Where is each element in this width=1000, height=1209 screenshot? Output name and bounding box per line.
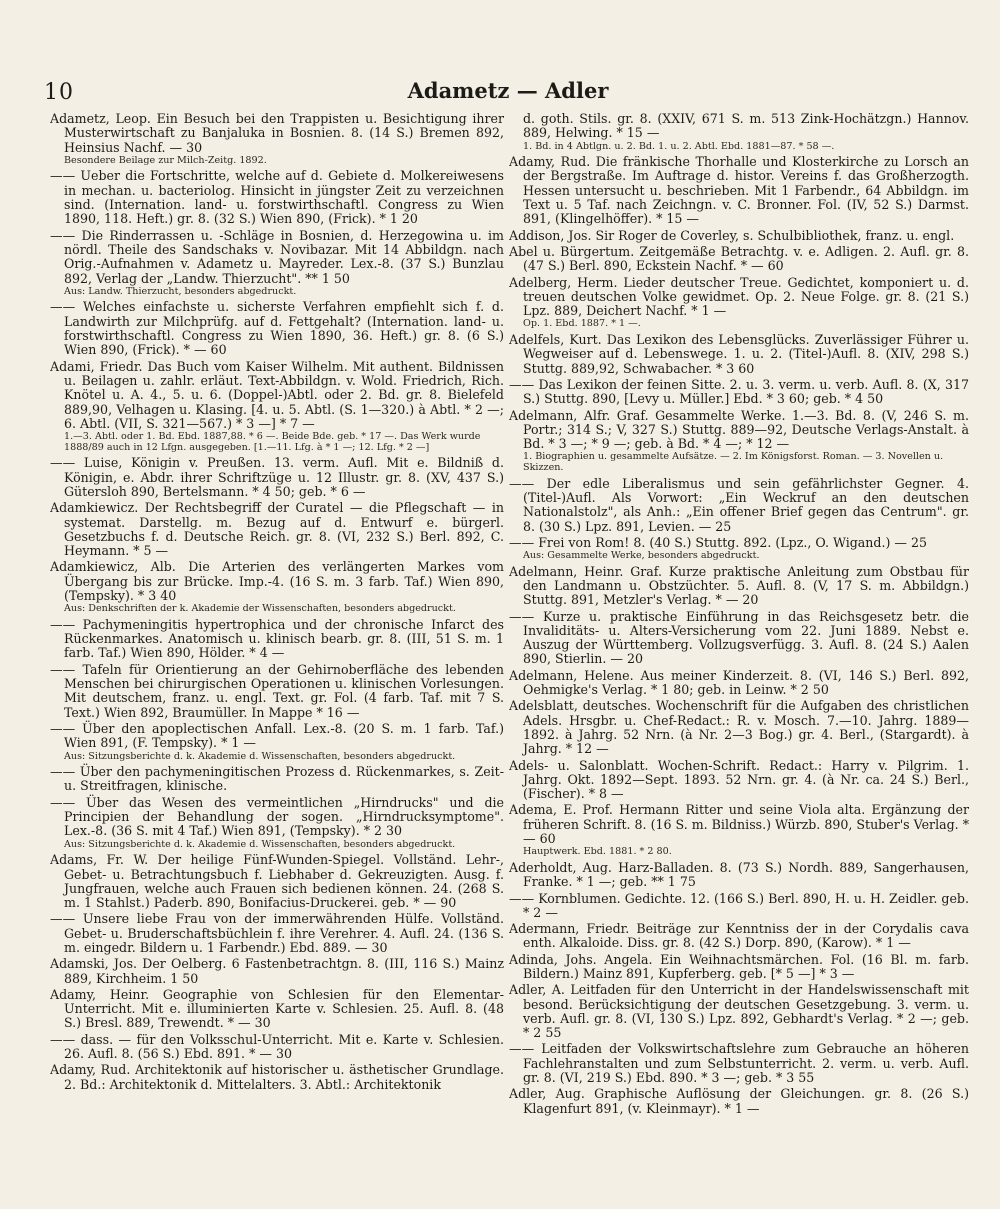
bibliography-entry: Adema, E. Prof. Hermann Ritter und seine Viola alta. Ergänzung der früheren Schrift. 8. (16 S. m. Bildniss.) Würzb. 890, Stuber's Verlag. * — 60: [509, 802, 969, 847]
bibliography-entry: d. goth. Stils. gr. 8. (XXIV, 671 S. m. 513 Zink-Hochätzgn.) Hannov. 889, Helwing. * 15 —: [523, 112, 969, 141]
bibliography-entry: —— Luise, Königin v. Preußen. 13. verm. Aufl. Mit e. Bildniß d. Königin, e. Abdr. ihrer Schriftzüge u. 12 Illustr. gr. 8. (XV, 437 S.) Gütersloh 890, Bertelsmann. * 4 50; geb. * 6 —: [50, 455, 504, 499]
bibliography-entry: Adelmann, Helene. Aus meiner Kinderzeit. 8. (VI, 146 S.) Berl. 892, Oehmigke's Verlag. * 1 80; geb. in Leinw. * 2 50: [509, 667, 969, 698]
bibliography-entry: —— Pachymeningitis hypertrophica und der chronische Infarct des Rückenmarkes. Anatomisch u. klinisch bearb. gr. 8. (III, 51 S. m. 1 farb. Taf.) Wien 890, Hölder. * 4 —: [50, 616, 504, 661]
bibliography-entry: —— Der edle Liberalismus und sein gefährlichster Gegner. 4. (Titel-)Aufl. Als Vorwort: „Ein Weckruf an den deutschen Nationalstolz", als Anh.: „Ein offener Brief gegen das Centrum". gr. 8. (30 S.) Lpz. 891, Levien. — 25: [509, 475, 969, 534]
bibliography-entry: Adelberg, Herm. Lieder deutscher Treue. Gedichtet, komponiert u. d. treuen deutschen Volke gewidmet. Op. 2. Neue Folge. gr. 8. (21 S.) Lpz. 889, Deichert Nachf. * 1 —: [509, 274, 969, 319]
entry-note: Aus: Gesammelte Werke, besonders abgedruckt.: [523, 550, 760, 562]
bibliography-entry: Adermann, Friedr. Beiträge zur Kenntniss der in der Corydalis cava enth. Alkaloide. Diss. gr. 8. (42 S.) Dorp. 890, (Karow). * 1 —: [509, 921, 969, 951]
bibliography-entry: Adelmann, Heinr. Graf. Kurze praktische Anleitung zum Obstbau für den Landmann u. Obstzüchter. 5. Aufl. 8. (V, 17 S. m. Abbildgn.) Stuttg. 891, Metzler's Verlag. * — 20: [509, 563, 969, 608]
bibliography-entry: —— Tafeln für Orientierung an der Gehirnoberfläche des lebenden Menschen bei chirurgischen Operationen u. klinischen Vorlesungen. Mit deutschem, franz. u. engl. Text. gr. Fol. (4 farb. Taf. mit 7 S. Text.) Wien 892, Braumüller. In Mappe * 16 —: [50, 661, 504, 720]
bibliography-entry: Adinda, Johs. Angela. Ein Weihnachtsmärchen. Fol. (16 Bl. m. farb. Bildern.) Mainz 891, Kupferberg. geb. [* 5 —] * 3 —: [509, 951, 969, 981]
bibliography-entry: Adamy, Rud. Die fränkische Thorhalle und Klosterkirche zu Lorsch an der Bergstraße. Im Auftrage d. histor. Vereins f. das Großherzogth. Hessen untersucht u. beschrieben. Mit 1 Farbendr., 64 Abbildgn. im Text u. 5 Taf. nach Zeichngn. v. C. Bronner. Fol. (IV, 52 S.) Darmst. 891, (Klingelhöffer). * 15 —: [509, 154, 969, 227]
bibliography-entry: —— Das Lexikon der feinen Sitte. 2. u. 3. verm. u. verb. Aufl. 8. (X, 317 S.) Stuttg. 890, [Levy u. Müller.] Ebd. * 3 60; geb. * 4 50: [509, 376, 969, 407]
entry-note: 1. Bd. in 4 Abtlgn. u. 2. Bd. 1. u. 2. Abtl. Ebd. 1881—87. * 58 —.: [523, 140, 835, 152]
bibliography-entry: —— Ueber die Fortschritte, welche auf d. Gebiete d. Molkereiwesens in mechan. u. bacteriolog. Hinsicht in jüngster Zeit zu verzeichnen sind. (Internation. land- u. forstwirthschaftl. Congress zu Wien 1890, 118. Heft.) gr. 8. (32 S.) Wien 890, (Frick). * 1 20: [50, 168, 504, 227]
bibliography-entry: Adamy, Heinr. Geographie von Schlesien für den Elementar-Unterricht. Mit e. illuminierten Karte v. Schlesien. 25. Aufl. 8. (48 S.) Bresl. 889, Trewendt. * — 30: [50, 986, 504, 1031]
bibliography-entry: Adams, Fr. W. Der heilige Fünf-Wunden-Spiegel. Vollständ. Lehr-, Gebet- u. Betrachtungsbuch f. Liebhaber d. Gekreuzigten. Ausg. f. Jungfrauen, welche auch Frauen sich bedienen können. 24. (268 S. m. 1 Stahlst.) Paderb. 890, Bonifacius-Druckerei. geb. * — 90: [50, 852, 504, 911]
bibliography-entry: Adler, A. Leitfaden für den Unterricht in der Handelswissenschaft mit besond. Berücksichtigung der deutschen Gesetzgebung. 3. verm. u. verb. Aufl. gr. 8. (VI, 130 S.) Lpz. 892, Gebhardt's Verlag. * 2 —; geb. * 2 55: [509, 982, 969, 1041]
bibliography-entry: —— Frei von Rom! 8. (40 S.) Stuttg. 892. (Lpz., O. Wigand.) — 25: [509, 534, 928, 550]
bibliography-entry: Adelmann, Alfr. Graf. Gesammelte Werke. 1.—3. Bd. 8. (V, 246 S. m. Portr.; 314 S.; V, 327 S.) Stuttg. 889—92, Deutsche Verlags-Anstalt. à Bd. * 3 —; * 9 —; geb. à Bd. * 4 —; * 12 —: [509, 407, 969, 452]
left-column: [50, 112, 504, 1177]
bibliography-entry: —— Über den pachymeningitischen Prozess d. Rückenmarkes, s. Zeit- u. Streitfragen, klinische.: [50, 764, 504, 794]
bibliography-entry: Adami, Friedr. Das Buch vom Kaiser Wilhelm. Mit authent. Bildnissen u. Beilagen u. zahlr. erläut. Text-Abbildgn. v. Wold. Friedrich, Rich. Knötel u. A. 4., 5. u. 6. (Doppel-)Abtl. oder 2. Bd. gr. 8. Bielefeld 889,90, Velhagen u. Klasing. [4. u. 5. Abtl. (S. 1—320.) à Abtl. * 2 —; 6. Abtl. (VII, S. 321—567.) * 3 —] * 7 —: [50, 358, 504, 431]
bibliography-entry: —— Über den apoplectischen Anfall. Lex.-8. (20 S. m. 1 farb. Taf.) Wien 891, (F. Tempsky). * 1 —: [50, 720, 504, 751]
entry-note: 1. Biographien u. gesammelte Aufsätze. — 2. Im Königsforst. Roman. — 3. Novellen u. Skizzen.: [523, 451, 944, 474]
bibliography-entry: —— Welches einfachste u. sicherste Verfahren empfiehlt sich f. d. Landwirth zur Milchprüfg. auf d. Fettgehalt? (Internation. land- u. forstwirthschaftl. Congress zu Wien 1890, 36. Heft.) gr. 8. (6 S.) Wien 890, (Frick). * — 60: [50, 299, 504, 358]
bibliography-entry: Adamski, Jos. Der Oelberg. 6 Fastenbetrachtgn. 8. (III, 116 S.) Mainz 889, Kirchheim. 1 50: [50, 956, 504, 986]
bibliography-entry: —— Kornblumen. Gedichte. 12. (166 S.) Berl. 890, H. u. H. Zeidler. geb. * 2 —: [509, 890, 969, 920]
bibliography-entry: Adler, Aug. Graphische Auflösung der Gleichungen. gr. 8. (26 S.) Klagenfurt 891, (v. Kleinmayr). * 1 —: [509, 1086, 969, 1116]
entry-note: 1.—3. Abtl. oder 1. Bd. Ebd. 1887,88. * 6 —. Beide Bde. geb. * 17 —. Das Werk wurde 1888/89 auch in 12 Lfgn. ausgegeben. [1.—11. Lfg. à * 1 —; 12. Lfg. * 2 —]: [64, 431, 481, 453]
bibliography-entry: —— Leitfaden der Volkswirtschaftslehre zum Gebrauche an höheren Fachlehranstalten und zum Selbstunterricht. 2. verm. u. verb. Aufl. gr. 8. (VI, 219 S.) Ebd. 890. * 3 —; geb. * 3 55: [509, 1041, 969, 1086]
bibliography-entry: Adamkiewicz. Der Rechtsbegriff der Curatel — die Pflegschaft — in systemat. Darstellg. m. Bezug auf d. Entwurf e. bürgerl. Gesetzbuchs f. d. Deutsche Reich. gr. 8. (VI, 232 S.) Berl. 892, C. Heymann. * 5 —: [50, 500, 504, 559]
bibliography-entry: Adamy, Rud. Architektonik auf historischer u. ästhetischer Grundlage. 2. Bd.: Architektonik d. Mittelalters. 3. Abtl.: Architektonik: [50, 1062, 504, 1092]
bibliography-entry: Adamkiewicz, Alb. Die Arterien des verlängerten Markes vom Übergang bis zur Brücke. Imp.-4. (16 S. m. 3 farb. Taf.) Wien 890, (Tempsky). * 3 40: [50, 559, 504, 603]
page-header: [44, 76, 972, 110]
entry-note: Aus: Landw. Thierzucht, besonders abgedruckt.: [64, 285, 297, 297]
bibliography-entry: —— dass. — für den Volksschul-Unterricht. Mit e. Karte v. Schlesien. 26. Aufl. 8. (56 S.) Ebd. 891. * — 30: [50, 1031, 504, 1062]
bibliography-entry: Addison, Jos. Sir Roger de Coverley, s. Schulbibliothek, franz. u. engl.: [509, 227, 955, 243]
right-column: [509, 112, 969, 1177]
bibliography-entry: Abel u. Bürgertum. Zeitgemäße Betrachtg. v. e. Adligen. 2. Aufl. gr. 8. (47 S.) Berl. 890, Eckstein Nachf. * — 60: [509, 243, 969, 274]
entry-note: Aus: Sitzungsberichte d. k. Akademie d. Wissenschaften, besonders abgedruckt.: [64, 750, 456, 762]
entry-note: Besondere Beilage zur Milch-Zeitg. 1892.: [64, 154, 267, 166]
bibliography-entry: Adels- u. Salonblatt. Wochen-Schrift. Redact.: Harry v. Pilgrim. 1. Jahrg. Okt. 1892—Sept. 1893. 52 Nrn. gr. 4. (à Nr. ca. 24 S.) Berl., (Fischer). * 8 —: [509, 757, 969, 802]
running-head: Adametz — Adler: [407, 78, 609, 103]
bibliography-entry: —— Die Rinderrassen u. -Schläge in Bosnien, d. Herzegowina u. im nördl. Theile des Sandschaks v. Novibazar. Mit 14 Abbildgn. nach Orig.-Aufnahmen v. Adametz u. Mayreder. Lex.-8. (37 S.) Bunzlau 892, Verlag der „Landw. Thierzucht". ** 1 50: [50, 227, 504, 286]
bibliography-entry: Adametz, Leop. Ein Besuch bei den Trappisten u. Besichtigung ihrer Musterwirtschaft zu Banjaluka in Bosnien. 8. (14 S.) Bremen 892, Heinsius Nachf. — 30: [50, 112, 504, 155]
page-number: 10: [44, 80, 74, 105]
bibliography-entry: Aderholdt, Aug. Harz-Balladen. 8. (73 S.) Nordh. 889, Sangerhausen, Franke. * 1 —; geb. ** 1 75: [509, 859, 969, 890]
entry-note: Aus: Denkschriften der k. Akademie der Wissenschaften, besonders abgedruckt.: [64, 603, 456, 615]
bibliography-entry: —— Unsere liebe Frau von der immerwährenden Hülfe. Vollständ. Gebet- u. Bruderschaftsbüchlein f. ihre Verehrer. 4. Aufl. 24. (136 S. m. eingedr. Bildern u. 1 Farbendr.) Ebd. 889. — 30: [50, 911, 504, 955]
bibliography-entry: Adelfels, Kurt. Das Lexikon des Lebensglücks. Zuverlässiger Führer u. Wegweiser auf d. Lebenswege. 1. u. 2. (Titel-)Aufl. 8. (XIV, 298 S.) Stuttg. 889,92, Schwabacher. * 3 60: [509, 332, 969, 376]
bibliography-entry: Adelsblatt, deutsches. Wochenschrift für die Aufgaben des christlichen Adels. Hrsgbr. u. Chef-Redact.: R. v. Mosch. 7.—10. Jahrg. 1889—1892. à Jahrg. 52 Nrn. (à Nr. 2—3 Bog.) gr. 4. Berl., (Stargardt). à Jahrg. * 12 —: [509, 698, 969, 757]
entry-note: Aus: Sitzungsberichte d. k. Akademie d. Wissenschaften, besonders abgedruckt.: [64, 838, 456, 850]
bibliography-entry: —— Über das Wesen des vermeintlichen „Hirndrucks" und die Principien der Behandlung der sogen. „Hirndrucksymptome". Lex.-8. (36 S. mit 4 Taf.) Wien 891, (Tempsky). * 2 30: [50, 794, 504, 839]
bibliography-entry: —— Kurze u. praktische Einführung in das Reichsgesetz betr. die Invaliditäts- u. Alters-Versicherung vom 22. Juni 1889. Nebst e. Auszug der Württemberg. Vollzugsverfügg. 3. Aufl. 8. (24 S.) Aalen 890, Stierlin. — 20: [509, 608, 969, 667]
entry-note: Hauptwerk. Ebd. 1881. * 2 80.: [523, 846, 672, 858]
entry-note: Op. 1. Ebd. 1887. * 1 —.: [523, 318, 641, 330]
